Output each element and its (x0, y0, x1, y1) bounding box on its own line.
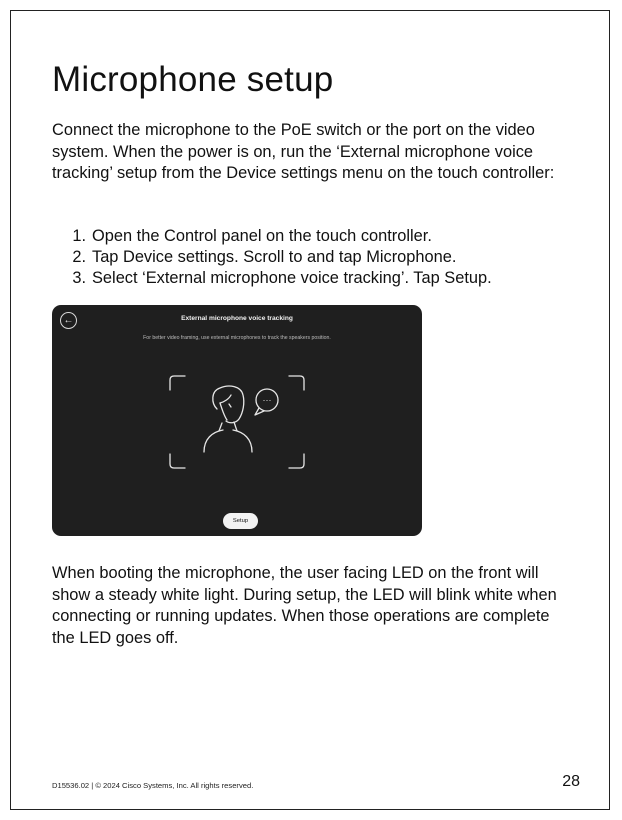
frame-corner (170, 454, 185, 468)
frame-corner (170, 376, 185, 390)
screen-title: External microphone voice tracking (181, 315, 293, 322)
intro-paragraph: Connect the microphone to the PoE switch or the port on the video system. When the power is on, run the ‘External microphone voice tracking’ setup from the Device settings menu on the touch controller: (52, 121, 555, 182)
setup-steps-list (52, 226, 572, 289)
frame-corner (289, 376, 304, 390)
outro-paragraph: When booting the microphone, the user facing LED on the front will show a steady white light. During setup, the LED will blink white when connecting or running updates. When those operations are complete the LED goes off. (52, 564, 557, 647)
voice-tracking-illustration (167, 373, 307, 473)
step-number: 2. (72, 248, 86, 266)
step-number: 1. (72, 227, 86, 245)
page-number: 28 (562, 773, 580, 790)
step-text: Tap Device settings. Scroll to and tap Microphone. (92, 248, 457, 266)
screen-subtitle: For better video framing, use external microphones to track the speakers position. (143, 335, 331, 341)
step-number: 3. (72, 269, 86, 287)
list-item (52, 268, 572, 289)
footer-reference: D15536.02 | © 2024 Cisco Systems, Inc. All rights reserved. (52, 781, 254, 790)
frame-corner (289, 454, 304, 468)
step-text: Open the Control panel on the touch controller. (92, 227, 432, 245)
list-item (52, 247, 572, 268)
list-item (52, 226, 572, 247)
step-text: Select ‘External microphone voice tracking’. Tap Setup. (92, 269, 492, 287)
speech-bubble-dots: ··· (262, 395, 272, 405)
touch-controller-screenshot (52, 305, 422, 536)
back-arrow-icon[interactable]: ← (60, 312, 77, 329)
page-title: Microphone setup (52, 60, 334, 99)
person-icon (204, 386, 252, 452)
setup-button[interactable]: Setup (223, 513, 258, 529)
